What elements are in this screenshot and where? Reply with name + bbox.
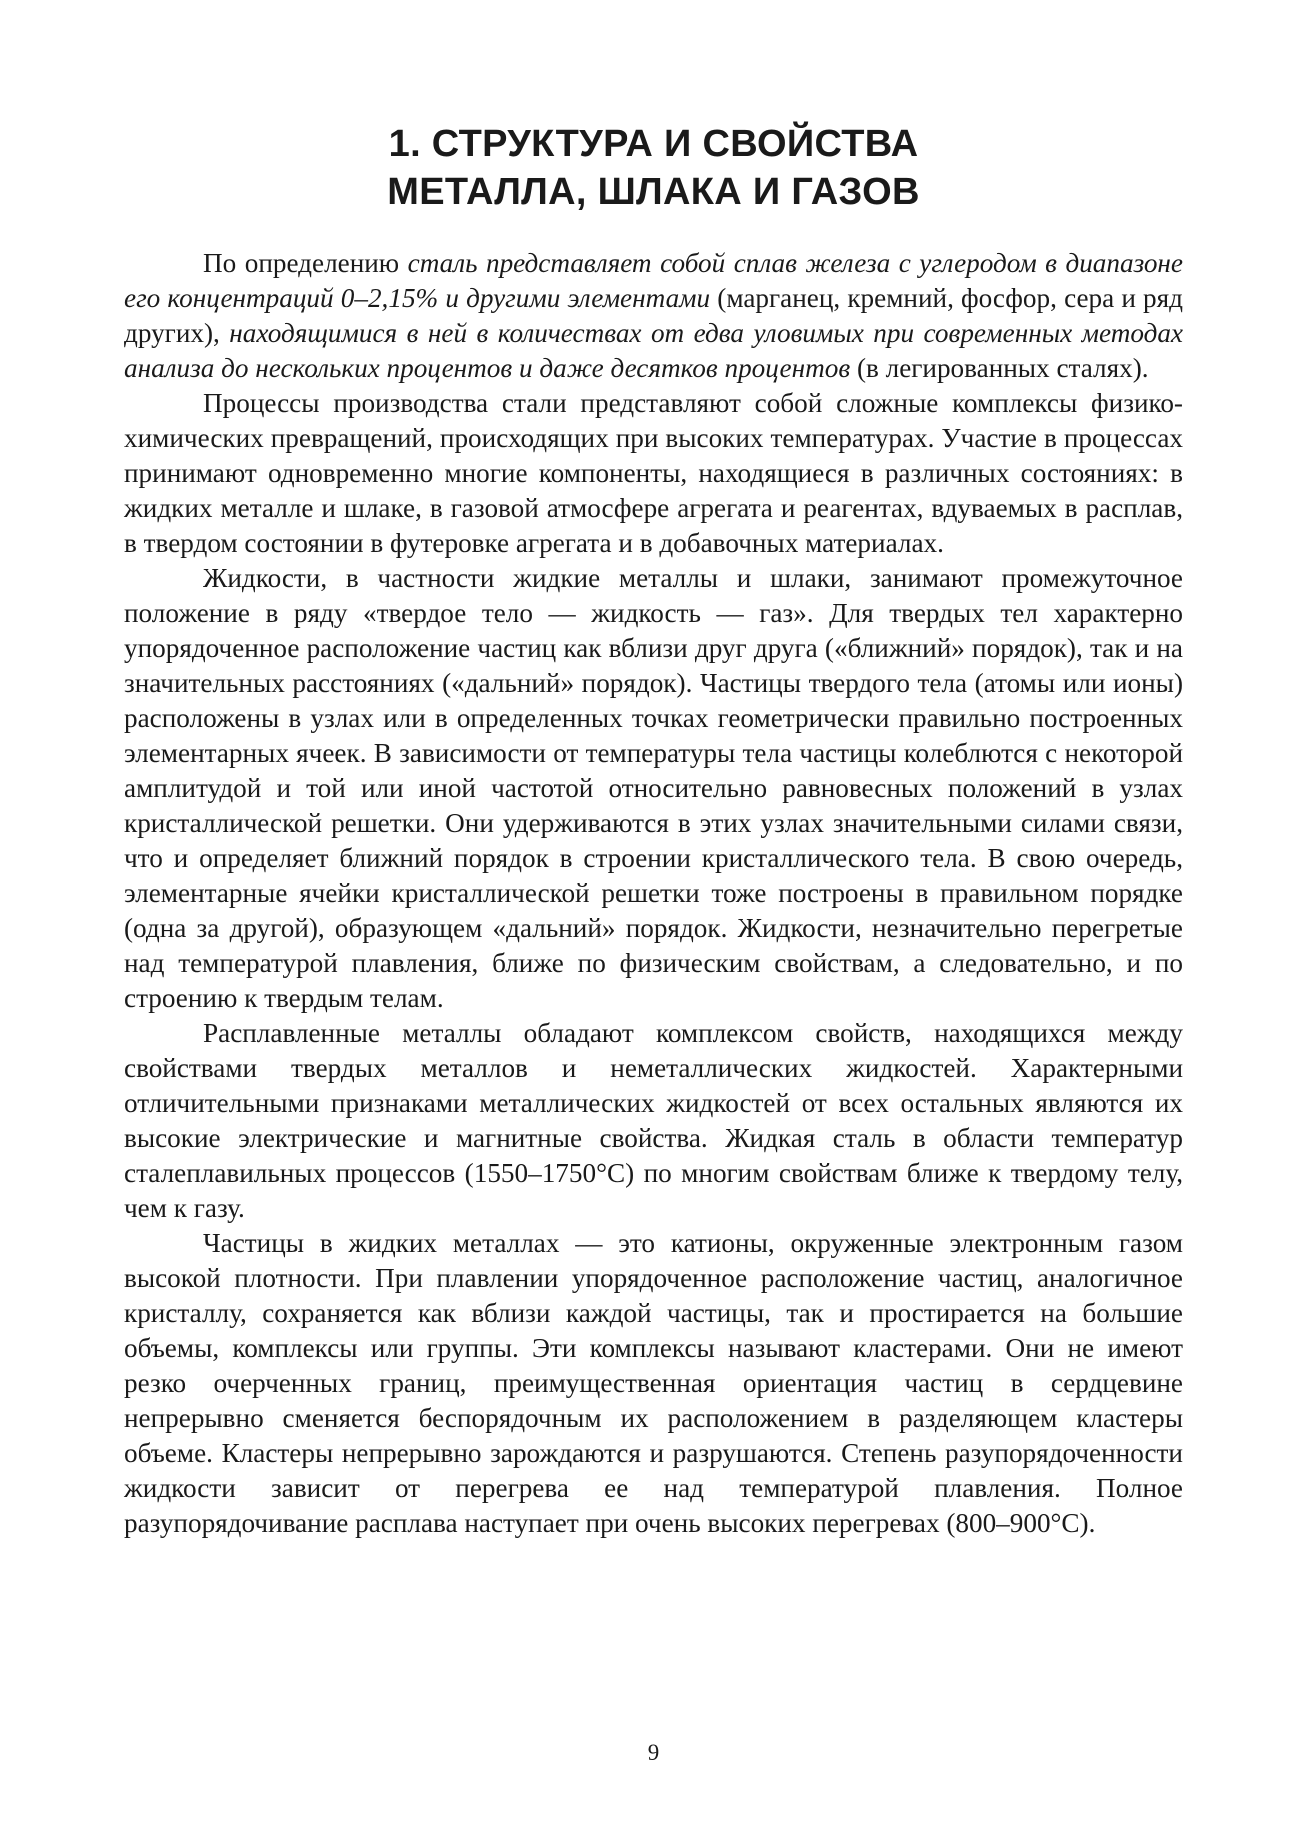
page-number: 9: [647, 1740, 660, 1765]
paragraph-3: Жидкости, в частности жидкие металлы и шлаки, занимают промежуточное положение в ряду «твердое тело — жидкость — газ». Для твердых тел характерно упорядоченное расположение частиц как вблизи друг друга («ближний» порядок), так и на значительных расстояниях («дальний» порядок). Частицы твердого тела (атомы или ионы) расположены в узлах или в определенных точках геометрически правильно построенных элементарных ячеек. В зависимости от температуры тела частицы колеблются с некоторой амплитудой и той или иной частотой относительно равновесных положений в узлах кристаллической решетки. Они удерживаются в этих узлах значительными силами связи, что и определяет ближний порядок в строении кристаллического тела. В свою очередь, элементарные ячейки кристаллической решетки тоже построены в правильном порядке (одна за другой), образующем «дальний» порядок. Жидкости, незначительно перегретые над температурой плавления, ближе по физическим свойствам, а следовательно, и по строению к твердым телам.: [124, 563, 1183, 1013]
chapter-title: [124, 120, 1183, 216]
chapter-title-line-1: 1. СТРУКТУРА И СВОЙСТВА: [388, 123, 919, 165]
paragraph-1-elements: (марганец, кремний, фосфор, сера и ряд других),: [124, 283, 1183, 348]
paragraph-2: Процессы производства стали представляют собой сложные комплексы физико-химических превращений, происходящих при высоких температурах. Участие в процессах принимают одновременно многие компоненты, находящиеся в различных состояниях: в жидких металле и шлаке, в газовой атмосфере агрегата и реагентах, вдуваемых в расплав, в твердом состоянии в футеровке агрегата и в добавочных материалах.: [124, 388, 1183, 558]
paragraph-1-tail: (в легированных сталях).: [850, 353, 1149, 383]
paragraph-1-lead: По определению: [203, 248, 408, 278]
paragraph-4: Расплавленные металлы обладают комплексом свойств, находящихся между свойствами твердых металлов и неметаллических жидкостей. Характерными отличительными признаками металлических жидкостей от всех остальных являются их высокие электрические и магнитные свойства. Жидкая сталь в области температур сталеплавильных процессов (1550–1750°С) по многим свойствам ближе к твердому телу, чем к газу.: [124, 1018, 1183, 1223]
body-text: [124, 246, 1183, 1541]
paragraph-1-definition: сталь представляет собой сплав железа с углеродом в диапазоне его концентраций 0–2,15% и другими элементами: [124, 248, 1183, 313]
paragraph-1-quantities: находящимися в ней в количествах от едва уловимых при современных методах анализа до нескольких процентов и даже десятков процентов: [124, 318, 1183, 383]
chapter-title-line-2: МЕТАЛЛА, ШЛАКА И ГАЗОВ: [387, 171, 920, 213]
paragraph-5: Частицы в жидких металлах — это катионы, окруженные электронным газом высокой плотности. При плавлении упорядоченное расположение частиц, аналогичное кристаллу, сохраняется как вблизи каждой частицы, так и простирается на большие объемы, комплексы или группы. Эти комплексы называют кластерами. Они не имеют резко очерченных границ, преимущественная ориентация частиц в сердцевине непрерывно сменяется беспорядочным их расположением в разделяющем кластеры объеме. Кластеры непрерывно зарождаются и разрушаются. Степень разупорядоченности жидкости зависит от перегрева ее над температурой плавления. Полное разупорядочивание расплава наступает при очень высоких перегревах (800–900°С).: [124, 1228, 1183, 1538]
paragraph-1: [124, 246, 1183, 386]
